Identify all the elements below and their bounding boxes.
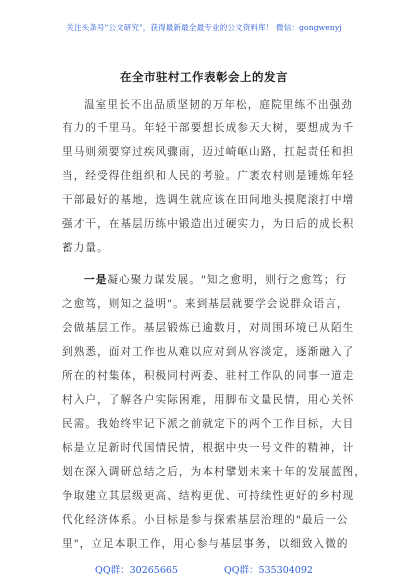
body-line: 蓄力量。 bbox=[62, 242, 109, 254]
body-line: 划在深入调研总结之后，为本村擘划未来十年的发展蓝图， bbox=[62, 466, 367, 478]
document-title: 在全市驻村工作表彰会上的发言 bbox=[120, 70, 288, 84]
body-line: 里马则须要穿过疾风骤雨，迈过崎岖山路，扛起责任和担 bbox=[62, 146, 355, 158]
body-line: 会做基层工作。基层锻炼已逾数月，对周围环境已从陌生 bbox=[62, 322, 355, 334]
body-line: 强才干，在基层历练中锻造出过硬实力，为日后的成长积 bbox=[62, 218, 355, 230]
body-line: 民需。我始终牢记下派之前就定下的两个工作目标，大目 bbox=[62, 418, 355, 430]
body-line: 到熟悉，面对工作也从难以应对到从容淡定，逐渐融入了 bbox=[62, 346, 355, 358]
body-line: 标是立足新时代国情民情，根据中央一号文件的精神，计 bbox=[62, 442, 355, 454]
body-line: 之愈笃，则知之益明"。来到基层就要学会说群众语言， bbox=[62, 298, 349, 310]
body-line bbox=[84, 273, 346, 287]
footer-qq-group-1: QQ群：30265665 bbox=[95, 565, 178, 576]
body-line: 代化经济体系。小目标是参与探索基层治理的"最后一公 bbox=[62, 514, 349, 526]
body-line: 所在的村集体，积极同村两委、驻村工作队的同事一道走 bbox=[62, 370, 355, 382]
point-text: 凝心聚力谋发展。"知之愈明，则行之愈笃；行 bbox=[107, 274, 348, 286]
footer-qq-group-2: QQ群：535304092 bbox=[223, 565, 313, 576]
body-line: 村入户，了解各户实际困难，用脚布文量民情，用心关怀 bbox=[62, 394, 355, 406]
body-line: 有力的千里马。年轻干部要想长成参天大树，要想成为千 bbox=[62, 122, 355, 134]
body-line: 争取建立其层级更高、结构更优、可持续性更好的乡村现 bbox=[62, 490, 355, 502]
body-line: 里"，立足本职工作，用心参与基层事务，以细致入微的 bbox=[62, 538, 349, 550]
header-banner: 关注头条号"公文研究"，获得最新最全最专业的公文资料库！ 微信：gongwenyj bbox=[66, 23, 342, 32]
footer-contact bbox=[0, 562, 408, 576]
body-line: 干部最好的基地，选调生就应该在田间地头摸爬滚打中增 bbox=[62, 194, 355, 206]
body-line: 温室里长不出品质坚韧的万年松，庭院里练不出强劲 bbox=[84, 99, 353, 111]
body-line: 当，经受得住组织和人民的考验。广袤农村则是锤炼年轻 bbox=[62, 170, 355, 182]
point-lead: 一是 bbox=[84, 274, 108, 286]
